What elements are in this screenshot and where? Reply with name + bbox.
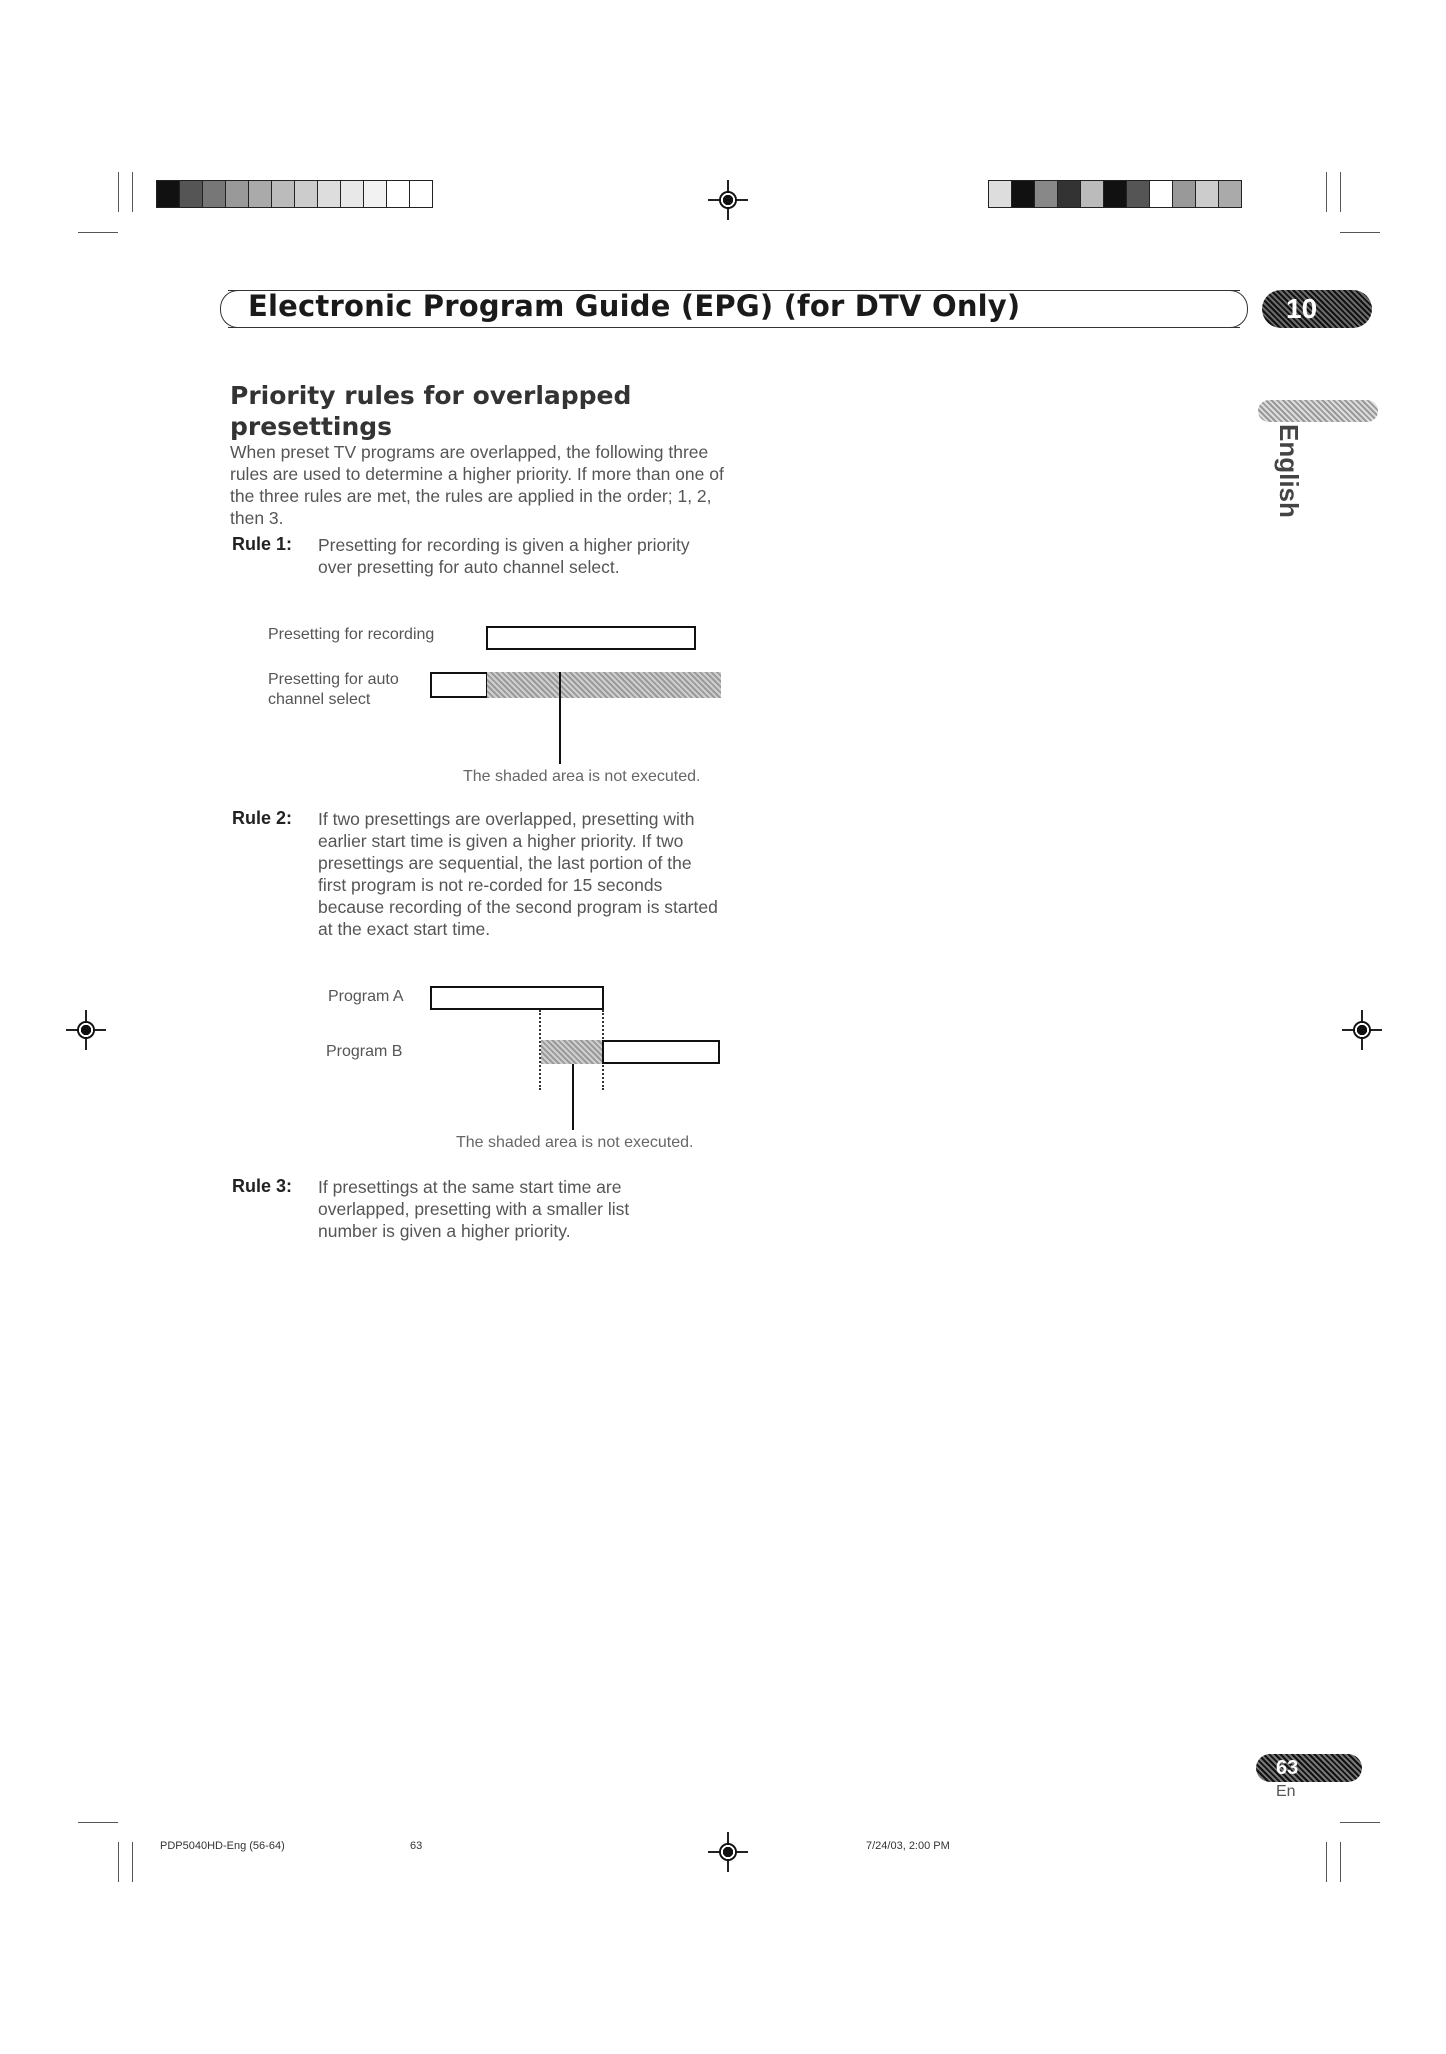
registration-crosshair-icon	[1342, 1010, 1382, 1050]
diagram2-program-b-bar	[602, 1040, 720, 1064]
diagram1-recording-bar	[486, 626, 696, 650]
page-number-badge	[1256, 1754, 1362, 1782]
diagram1-label-auto-line1: Presetting for auto	[268, 671, 399, 688]
section-title: Priority rules for overlapped presettings	[230, 381, 632, 441]
chapter-number-badge	[1262, 290, 1372, 328]
diagram2-shaded-area	[541, 1040, 603, 1064]
rule-3-text: If presettings at the same start time are overlapped, presetting with a smaller list number is given a higher priority.	[318, 1177, 630, 1241]
registration-crosshair-icon	[708, 1832, 748, 1872]
diagram2-label-b: Program B	[326, 1043, 403, 1060]
rule-3-label: Rule 3:	[232, 1176, 293, 1196]
registration-strip-left	[156, 180, 432, 208]
chapter-number: 10	[1286, 293, 1318, 324]
footer-page: 63	[410, 1840, 423, 1852]
diagram1-caption: The shaded area is not executed.	[463, 768, 701, 785]
chapter-title: Electronic Program Guide (EPG) (for DTV Only)	[248, 289, 1021, 323]
footer-timestamp: 7/24/03, 2:00 PM	[866, 1840, 950, 1852]
language-tab	[1258, 400, 1378, 422]
language-label: English	[1274, 424, 1304, 518]
diagram1-pointer-line	[559, 672, 561, 764]
registration-strip-right	[988, 180, 1241, 208]
diagram2-pointer-line	[572, 1064, 574, 1130]
rule-2-label: Rule 2:	[232, 808, 293, 828]
diagram1-label-auto-line2: channel select	[268, 691, 371, 708]
diagram1-shaded-area	[487, 672, 721, 698]
page-number: 63	[1276, 1757, 1299, 1779]
diagram2-caption: The shaded area is not executed.	[456, 1134, 694, 1151]
language-label-wrap	[1274, 424, 1310, 524]
footer-file: PDP5040HD-Eng (56-64)	[160, 1840, 285, 1852]
registration-crosshair-icon	[66, 1010, 106, 1050]
rule-1-text: Presetting for recording is given a higher priority over presetting for auto channel select.	[318, 535, 690, 577]
page-language-code: En	[1276, 1783, 1296, 1800]
rule-1-label: Rule 1:	[232, 534, 293, 554]
diagram1-label-recording: Presetting for recording	[268, 626, 435, 643]
diagram1-auto-bar	[430, 672, 488, 698]
intro-paragraph: When preset TV programs are overlapped, the following three rules are used to determine a higher priority. If more than one of the three rules are met, the rules are applied in the order; 1, 2, then 3.	[230, 442, 724, 528]
rule-2-text: If two presettings are overlapped, presetting with earlier start time is given a higher priority. If two presettings are sequential, the last portion of the first program is not re-corded for 15 seconds because recording of the second program is started at the exact start time.	[318, 809, 718, 939]
diagram2-program-a-bar	[430, 986, 604, 1010]
registration-crosshair-icon	[708, 180, 748, 220]
diagram2-label-a: Program A	[328, 988, 404, 1005]
